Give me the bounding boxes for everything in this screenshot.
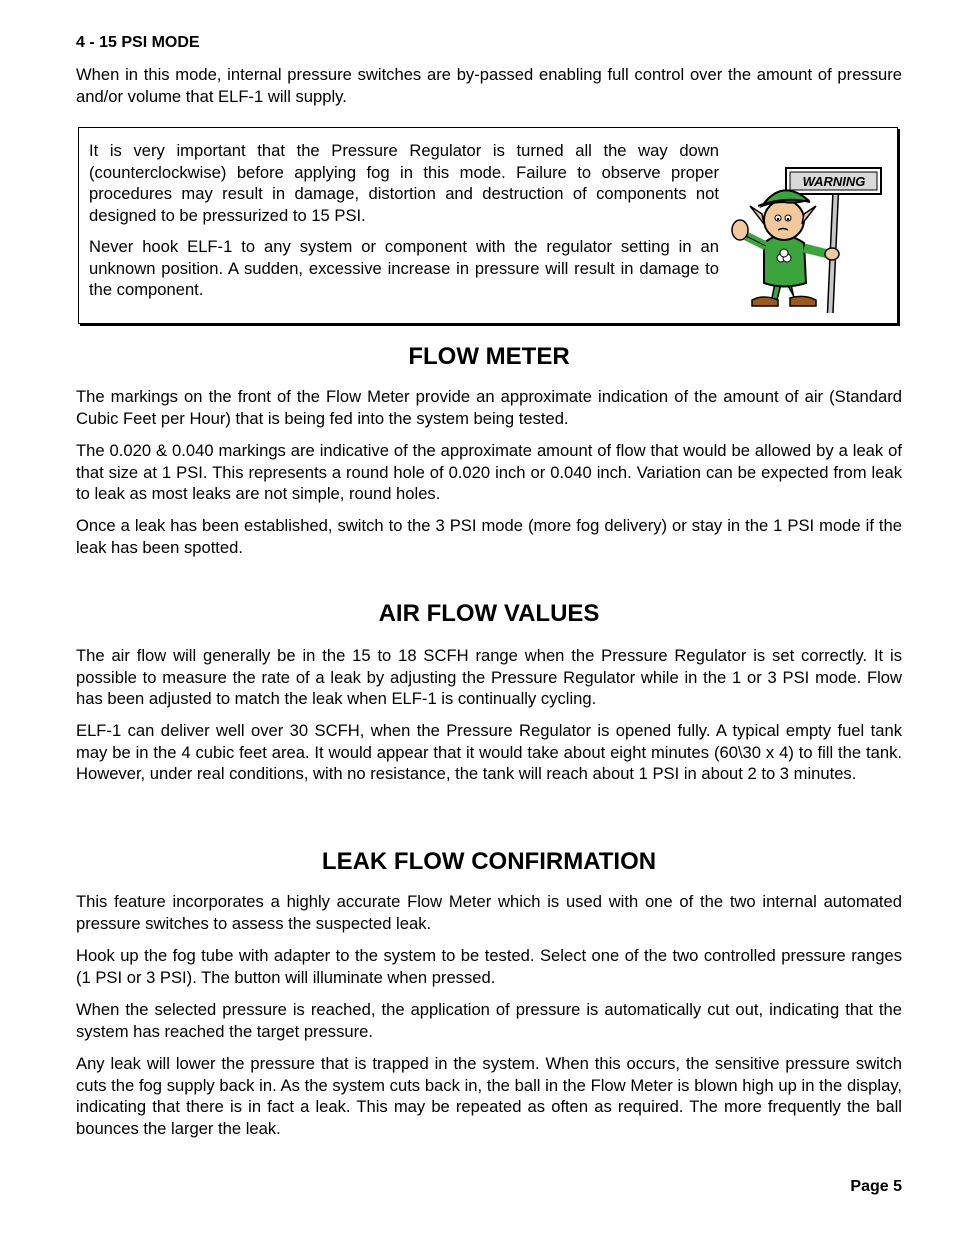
mode-heading: 4 - 15 PSI MODE [76, 34, 200, 51]
warning-paragraph-1: It is very important that the Pressure Regulator is turned all the way down (counterclockwise) before applying fog in this mode. Failure to observe proper procedures may result in damage, distortion and destruction of components not designed to be pressurized to 15 PSI. [89, 141, 719, 226]
flow-meter-title: FLOW METER [408, 343, 570, 370]
leak-flow-paragraph-2: Hook up the fog tube with adapter to the system to be tested. Select one of the two controlled pressure ranges (1 PSI or 3 PSI). The button will illuminate when pressed. [76, 946, 902, 987]
flow-meter-paragraph-2: The 0.020 & 0.040 markings are indicative of the approximate amount of flow that would be allowed by a leak of that size at 1 PSI. This represents a round hole of 0.020 inch or 0.040 inch. Variation can be expected from leak to leak as most leaks are not simple, round holes. [76, 441, 902, 504]
leak-flow-confirmation-title: LEAK FLOW CONFIRMATION [321, 848, 657, 875]
air-flow-values-title: AIR FLOW VALUES [378, 600, 600, 627]
page-number: Page 5 [850, 1178, 902, 1195]
elf-warning-illustration [724, 148, 889, 313]
warning-paragraph-2: Never hook ELF-1 to any system or component with the regulator setting in an unknown position. A sudden, excessive increase in pressure will result in damage to the component. [89, 237, 719, 300]
warning-box [78, 127, 898, 324]
flow-meter-paragraph-1: The markings on the front of the Flow Meter provide an approximate indication of the amount of air (Standard Cubic Feet per Hour) that is being fed into the system being tested. [76, 387, 902, 428]
leak-flow-paragraph-1: This feature incorporates a highly accurate Flow Meter which is used with one of the two internal automated pressure switches to assess the suspected leak. [76, 892, 902, 933]
leak-flow-paragraph-3: When the selected pressure is reached, the application of pressure is automatically cut out, indicating that the system has reached the target pressure. [76, 1000, 902, 1041]
leak-flow-paragraph-4: Any leak will lower the pressure that is trapped in the system. When this occurs, the sensitive pressure switch cuts the fog supply back in. As the system cuts back in, the ball in the Flow Meter is blown high up in the display, indicating that there is in fact a leak. This may be repeated as often as required. The more frequently the ball bounces the larger the leak. [76, 1054, 902, 1139]
air-flow-paragraph-2: ELF-1 can deliver well over 30 SCFH, when the Pressure Regulator is opened fully. A typical empty fuel tank may be in the 4 cubic feet area. It would appear that it would take about eight minutes (60\30 x 4) to fill the tank. However, under real conditions, with no resistance, the tank will reach about 1 PSI in about 2 to 3 minutes. [76, 721, 902, 784]
flow-meter-paragraph-3: Once a leak has been established, switch to the 3 PSI mode (more fog delivery) or stay in the 1 PSI mode if the leak has been spotted. [76, 516, 902, 557]
warning-sign-text: WARNING [802, 174, 866, 189]
mode-paragraph: When in this mode, internal pressure switches are by-passed enabling full control over the amount of pressure and/or volume that ELF-1 will supply. [76, 65, 902, 106]
air-flow-paragraph-1: The air flow will generally be in the 15 to 18 SCFH range when the Pressure Regulator is set correctly. It is possible to measure the rate of a leak by adjusting the Pressure Regulator while in the 1 or 3 PSI mode. Flow has been adjusted to match the leak when ELF-1 is continually cycling. [76, 646, 902, 709]
